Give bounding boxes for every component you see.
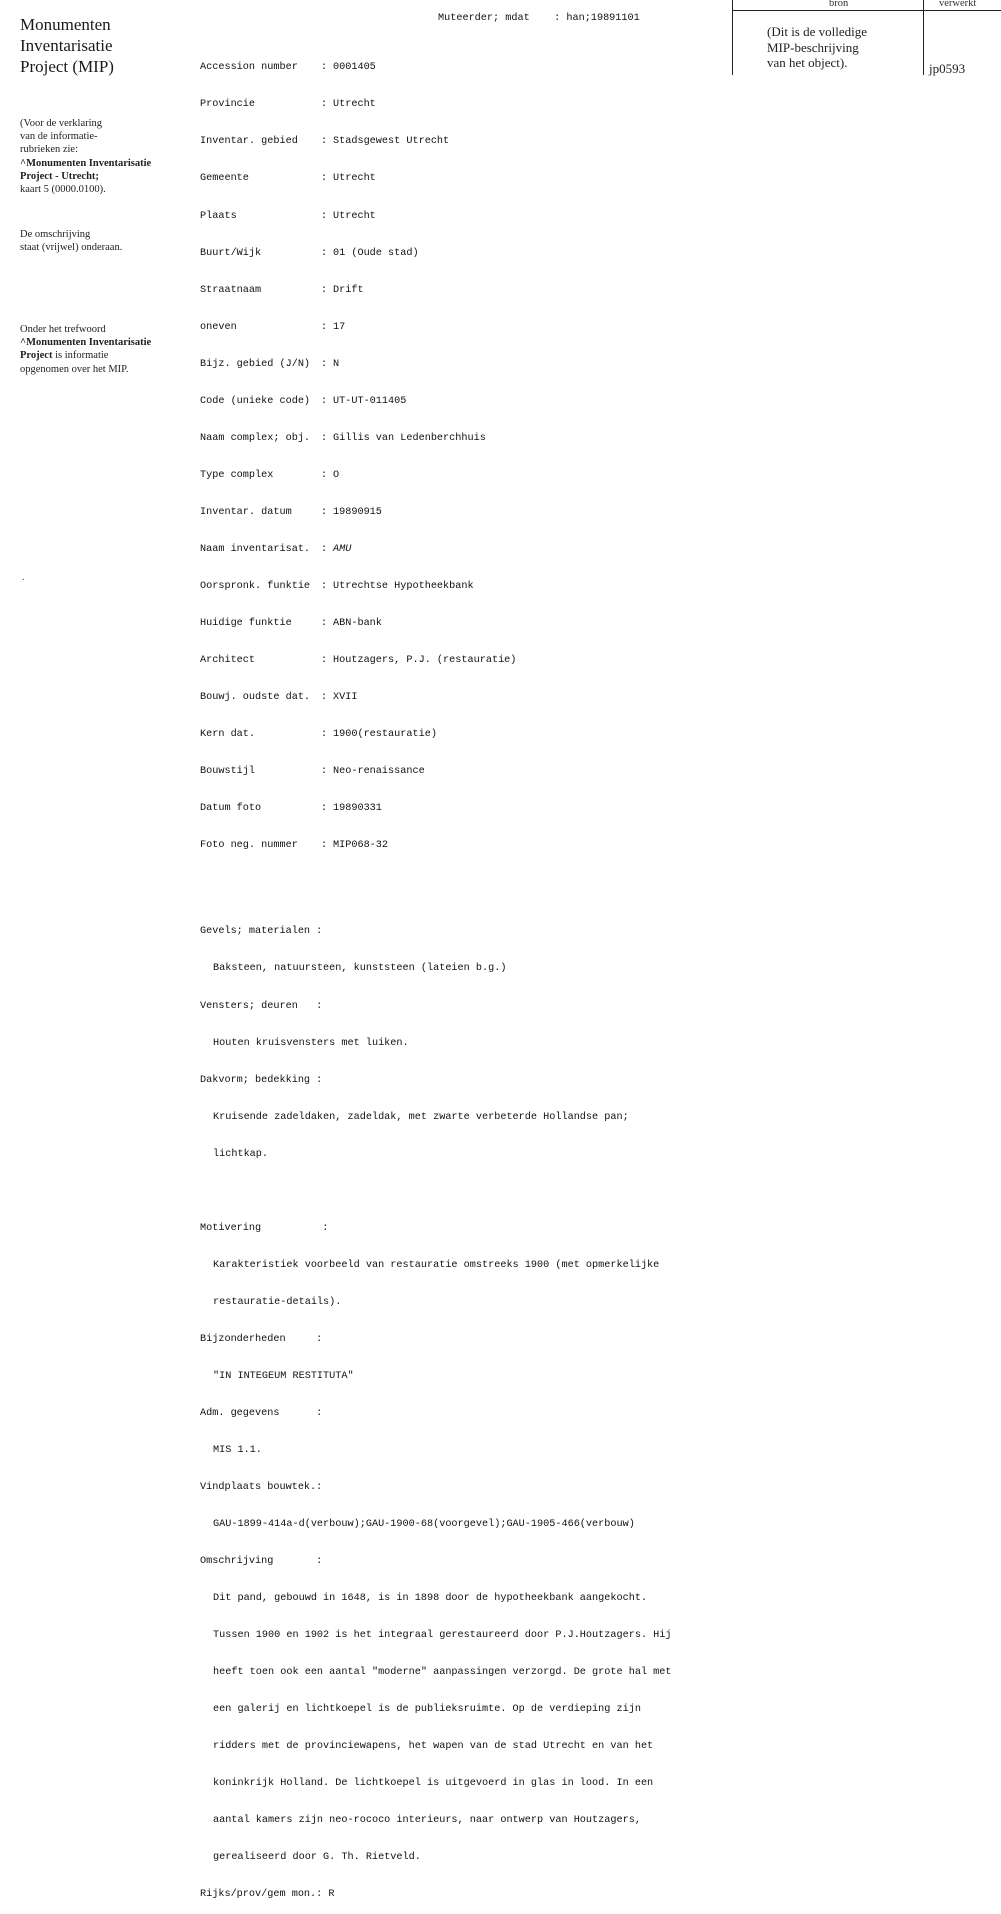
field-row: Code (unieke code) : UT-UT-011405 xyxy=(200,395,407,407)
field-row: Buurt/Wijk : 01 (Oude stad) xyxy=(200,247,419,259)
field-label: Oorspronk. funktie xyxy=(200,580,311,592)
table-column-separator xyxy=(923,0,924,75)
description-line: Tussen 1900 en 1902 is het integraal gerestaureerd door P.J.Houtzagers. Hij xyxy=(213,1630,672,1642)
field-value: XVII xyxy=(333,691,358,703)
title-line: Inventarisatie xyxy=(20,36,113,55)
field-label: Buurt/Wijk xyxy=(200,247,262,259)
description-line: aantal kamers zijn neo-rococo interieurs, naar ontwerp van Houtzagers, xyxy=(213,1815,641,1827)
field-label: Plaats xyxy=(200,210,237,222)
source-table xyxy=(732,0,1001,75)
description-line: (Dit is de volledige xyxy=(767,24,868,39)
note-line: Onder het trefwoord xyxy=(20,324,106,335)
field-row: Plaats : Utrecht xyxy=(200,210,376,222)
note-line: kaart 5 (0000.0100). xyxy=(20,184,106,196)
source-column-header: bron xyxy=(829,0,849,9)
field-row: Naam inventarisat. : AMU xyxy=(200,543,352,555)
note-line: rubrieken zie: xyxy=(20,144,79,156)
note-text: is informatie xyxy=(52,350,109,362)
section-value: "IN INTEGEUM RESTITUTA" xyxy=(213,1370,354,1382)
field-value: UT-UT-011405 xyxy=(333,395,407,407)
field-value: R xyxy=(328,1889,335,1901)
field-value: 01 (Oude stad) xyxy=(333,247,419,259)
page-title xyxy=(20,14,190,77)
field-value: Stadsgewest Utrecht xyxy=(333,136,450,148)
section-label: Motivering : xyxy=(200,1222,329,1234)
field-row xyxy=(200,1889,730,1901)
field-value: Neo-renaissance xyxy=(333,765,425,777)
field-label: Naam complex; obj. xyxy=(200,432,311,444)
field-label: Accession number xyxy=(200,62,298,74)
note-line: opgenomen over het MIP. xyxy=(20,363,129,375)
processed-column-header: verwerkt xyxy=(939,0,977,9)
field-row: oneven : 17 xyxy=(200,321,346,333)
field-label: Inventar. datum xyxy=(200,506,292,518)
field-value: 17 xyxy=(333,321,346,333)
field-label: Rijks/prov/gem mon.: xyxy=(200,1889,323,1901)
field-row: Inventar. datum : 19890915 xyxy=(200,506,382,518)
field-label: oneven xyxy=(200,321,237,333)
field-label: Bouwstijl xyxy=(200,765,256,777)
field-label: Bijz. gebied (J/N) xyxy=(200,358,311,370)
note-line: ^Monumenten Inventarisatie xyxy=(20,157,152,169)
field-value: AMU xyxy=(333,543,352,555)
source-description xyxy=(767,24,917,71)
field-row: Oorspronk. funktie : Utrechtse Hypotheekbank xyxy=(200,580,474,592)
note-line: (Voor de verklaring xyxy=(20,118,103,129)
section-value: Baksteen, natuursteen, kunststeen (lateien b.g.) xyxy=(213,963,507,975)
field-row: Accession number : 0001405 xyxy=(200,62,376,74)
field-label: Naam inventarisat. xyxy=(200,543,311,555)
table-header-line xyxy=(733,10,1001,11)
field-value: 0001405 xyxy=(333,62,376,74)
field-value: 1900(restauratie) xyxy=(333,728,437,740)
description-line: ridders met de provinciewapens, het wapen van de stad Utrecht en van het xyxy=(213,1741,654,1753)
note-line xyxy=(20,349,190,362)
processed-code: jp0593 xyxy=(929,61,966,76)
field-label: Type complex xyxy=(200,469,274,481)
field-value: Utrecht xyxy=(333,210,376,222)
section-label: Adm. gegevens : xyxy=(200,1407,323,1419)
field-value: Houtzagers, P.J. (restauratie) xyxy=(333,654,517,666)
field-label: Kern dat. xyxy=(200,728,256,740)
section-label: Vindplaats bouwtek.: xyxy=(200,1481,323,1493)
field-row: Provincie : Utrecht xyxy=(200,99,376,111)
field-row: Gemeente : Utrecht xyxy=(200,173,376,185)
field-label: Gemeente xyxy=(200,173,249,185)
field-row: Bijz. gebied (J/N) : N xyxy=(200,358,340,370)
section-value: Karakteristiek voorbeeld van restauratie omstreeks 1900 (met opmerkelijke xyxy=(213,1259,660,1271)
description-line: heeft toen ook een aantal "moderne" aanpassingen verzorgd. De grote hal met xyxy=(213,1667,672,1679)
title-line: Monumenten xyxy=(20,15,111,34)
description-line: Dit pand, gebouwd in 1648, is in 1898 door de hypotheekbank aangekocht. xyxy=(213,1593,648,1604)
field-row: Huidige funktie : ABN-bank xyxy=(200,617,382,629)
description-line: MIP-beschrijving xyxy=(767,39,859,55)
field-row: Straatnaam : Drift xyxy=(200,284,364,296)
note-bold: Project xyxy=(20,350,53,362)
section-value: Kruisende zadeldaken, zadeldak, met zwarte verbeterde Hollandse pan; xyxy=(213,1111,629,1123)
section-value: MIS 1.1. xyxy=(213,1444,262,1456)
description-note xyxy=(20,228,190,254)
section-label: Omschrijving : xyxy=(200,1555,323,1567)
muteerder-field: Muteerder; mdat : han;19891101 xyxy=(438,13,640,24)
note-line: ^Monumenten Inventarisatie xyxy=(20,337,152,349)
field-value: MIP068-32 xyxy=(333,840,389,852)
field-label: Datum foto xyxy=(200,803,262,814)
field-row: Inventar. gebied : Stadsgewest Utrecht xyxy=(200,136,450,148)
field-value: Drift xyxy=(333,284,364,296)
keyword-note xyxy=(20,323,190,376)
field-value: N xyxy=(333,358,340,370)
field-value: O xyxy=(333,469,340,481)
field-value: Gillis van Ledenberchhuis xyxy=(333,432,486,444)
field-row: Datum foto : 19890331 xyxy=(200,803,382,814)
section-value: lichtkap. xyxy=(213,1148,269,1160)
description-line: koninkrijk Holland. De lichtkoepel is uitgevoerd in glas in lood. In een xyxy=(213,1778,654,1790)
section-value: restauratie-details). xyxy=(213,1296,342,1308)
section-value: Houten kruisvensters met luiken. xyxy=(213,1037,409,1049)
field-label: Foto neg. nummer xyxy=(200,840,298,852)
field-value: Utrecht xyxy=(333,99,376,111)
field-value: ABN-bank xyxy=(333,617,382,629)
field-row: Bouwj. oudste dat. : XVII xyxy=(200,691,358,703)
description-line: van het object). xyxy=(767,55,848,70)
field-label: Inventar. gebied xyxy=(200,136,298,148)
field-row: Foto neg. nummer : MIP068-32 xyxy=(200,840,389,852)
section-value: GAU-1899-414a-d(verbouw);GAU-1900-68(voorgevel);GAU-1905-466(verbouw) xyxy=(213,1518,635,1530)
note-line: Project - Utrecht; xyxy=(20,170,99,182)
description-line: een galerij en lichtkoepel is de publieksruimte. Op de verdieping zijn xyxy=(213,1704,641,1716)
section-label: Dakvorm; bedekking : xyxy=(200,1074,323,1086)
section-label: Gevels; materialen : xyxy=(200,926,323,938)
note-line: van de informatie- xyxy=(20,131,98,143)
field-label: Code (unieke code) xyxy=(200,395,311,407)
section-label: Bijzonderheden : xyxy=(200,1333,323,1345)
field-row: Kern dat. : 1900(restauratie) xyxy=(200,728,437,740)
scan-speck: . xyxy=(22,572,25,583)
description-line: gerealiseerd door G. Th. Rietveld. xyxy=(213,1852,421,1864)
field-label: Bouwj. oudste dat. xyxy=(200,691,311,703)
field-value: Utrechtse Hypotheekbank xyxy=(333,580,474,592)
field-value: Utrecht xyxy=(333,173,376,185)
field-row: Naam complex; obj. : Gillis van Ledenberchhuis xyxy=(200,432,486,444)
info-rubrics-note xyxy=(20,117,190,196)
field-label: Provincie xyxy=(200,99,256,111)
note-line: staat (vrijwel) onderaan. xyxy=(20,242,123,254)
field-label: Huidige funktie xyxy=(200,617,292,629)
field-row: Bouwstijl : Neo-renaissance xyxy=(200,765,425,777)
record xyxy=(200,13,730,1914)
section-label: Vensters; deuren : xyxy=(200,1000,323,1012)
field-value: 19890915 xyxy=(333,506,382,518)
note-line: De omschrijving xyxy=(20,229,91,240)
field-label: Architect xyxy=(200,654,256,666)
field-row: Architect : Houtzagers, P.J. (restauratie) xyxy=(200,654,517,666)
field-label: Straatnaam xyxy=(200,284,262,296)
title-line: Project (MIP) xyxy=(20,57,114,76)
field-value: 19890331 xyxy=(333,803,382,814)
field-row: Type complex : O xyxy=(200,469,340,481)
